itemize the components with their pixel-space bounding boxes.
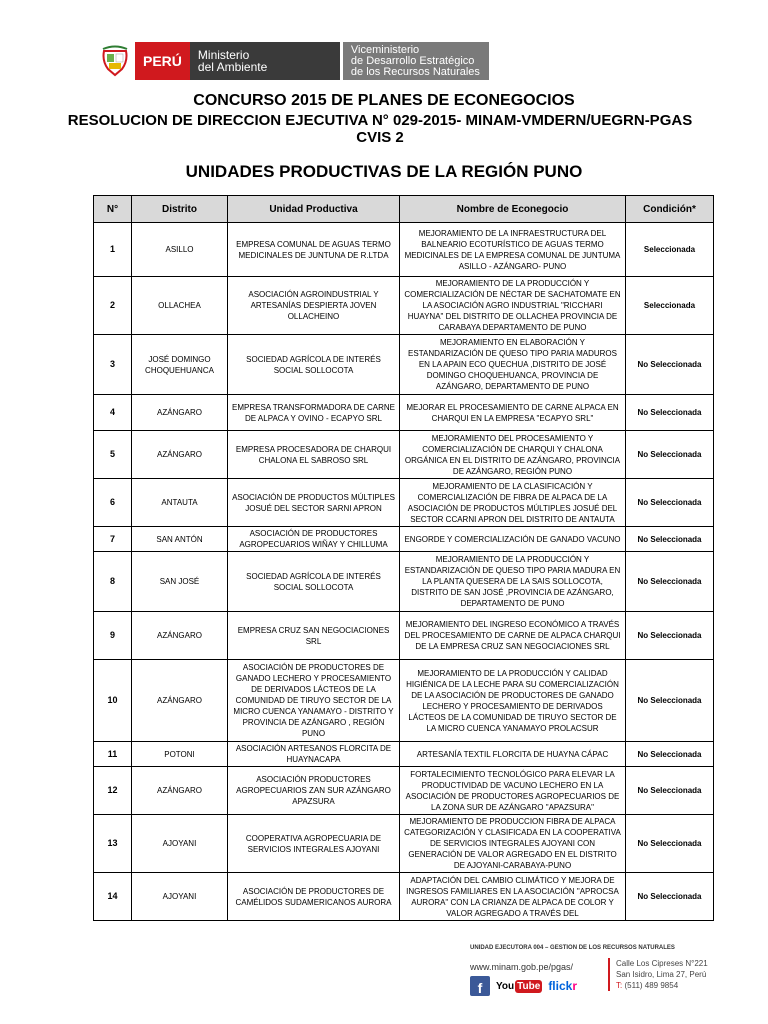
cell-n: 6 [94,479,132,527]
table-row [94,431,714,479]
col-header-unidad: Unidad Productiva [228,196,400,223]
cell-n: 12 [94,767,132,815]
cell-nombre: MEJORAMIENTO DEL PROCESAMIENTO Y COMERCIALIZACIÓN DE CHARQUI Y CHALONA ORGÁNICA EN EL DISTRITO DE AZÁNGARO, PROVINCIA DE AZÁNGARO, REGIÓN PUNO [400,431,626,479]
cell-distrito: AZÁNGARO [132,395,228,431]
footer-unidad: UNIDAD EJECUTORA 004 – GESTION DE LOS RECURSOS NATURALES [470,945,675,951]
table-row [94,277,714,335]
cell-nombre: MEJORAMIENTO DE LA PRODUCCIÓN Y ESTANDARIZACIÓN DE QUESO TIPO PARIA MADURA EN LA PLANTA QUESERA DE LA SAIS SOLLOCOTA, DISTRITO DE SAN JOSÉ ,PROVINCIA DE AZÁNGARO, DEPARTAMENTO DE PUNO [400,552,626,612]
cell-distrito: JOSÉ DOMINGO CHOQUEHUANCA [132,335,228,395]
cell-unidad: ASOCIACIÓN PRODUCTORES AGROPECUARIOS ZAN SUR AZÁNGARO APAZSURA [228,767,400,815]
cell-n: 1 [94,223,132,277]
cell-condicion: No Seleccionada [626,742,714,767]
cell-condicion: Seleccionada [626,223,714,277]
cell-nombre: FORTALECIMIENTO TECNOLÓGICO PARA ELEVAR LA PRODUCTIVIDAD DE VACUNO LECHERO EN LA ASOCIACIÓN DE PRODUCTORES AGROPECUARIOS DE LA ZONA SUR DE AZÁNGARO "APAZSURA" [400,767,626,815]
cell-distrito: AZÁNGARO [132,767,228,815]
cell-condicion: Seleccionada [626,277,714,335]
cell-unidad: EMPRESA TRANSFORMADORA DE CARNE DE ALPACA Y OVINO - ECAPYO SRL [228,395,400,431]
viceministerio-label: Viceministerio de Desarrollo Estratégico de los Recursos Naturales [343,42,489,80]
cell-condicion: No Seleccionada [626,815,714,873]
table-row [94,815,714,873]
table-row [94,223,714,277]
cell-nombre: MEJORAR EL PROCESAMIENTO DE CARNE ALPACA EN CHARQUI EN LA EMPRESA "ECAPYO SRL" [400,395,626,431]
cell-unidad: ASOCIACIÓN DE PRODUCTORES DE GANADO LECHERO Y PROCESAMIENTO DE DERIVADOS LÁCTEOS DE LA COMUNIDAD DE TIRUYO SECTOR DE LA MICRO CUENCA YANAMAYO - DISTRITO Y PROVINCIA DE AZÁNGARO , REGIÓN PUNO [228,660,400,742]
table-row [94,335,714,395]
ministry-header [95,42,489,80]
resolucion-title: RESOLUCION DE DIRECCION EJECUTIVA N° 029-2015- MINAM-VMDERN/UEGRN-PGAS CVIS 2 [67,112,693,146]
cell-unidad: EMPRESA COMUNAL DE AGUAS TERMO MEDICINALES DE JUNTUNA DE R.LTDA [228,223,400,277]
cell-n: 4 [94,395,132,431]
cell-nombre: MEJORAMIENTO DE LA PRODUCCIÓN Y COMERCIALIZACIÓN DE NÉCTAR DE SACHATOMATE EN LA ASOCIACIÓN AGRO INDUSTRIAL "RICCHARI HUAYNA" DEL DISTRITO DE OLLACHEA PROVINCIA DE CARABAYA DEPARTAMENTO DE PUNO [400,277,626,335]
cell-nombre: MEJORAMIENTO DE PRODUCCION FIBRA DE ALPACA CATEGORIZACIÓN Y CLASIFICADA EN LA COOPERATIVA DE SERVICIOS INTEGRALES AJOYANI CON GENERACIÓN DE VALOR AGREGADO EN EL DISTRITO DE AJOYANI-CARABAYA-PUNO [400,815,626,873]
cell-distrito: AJOYANI [132,873,228,921]
concurso-title: CONCURSO 2015 DE PLANES DE ECONEGOCIOS [193,92,575,109]
cell-unidad: ASOCIACIÓN DE PRODUCTORES DE CAMÉLIDOS SUDAMERICANOS AURORA [228,873,400,921]
cell-condicion: No Seleccionada [626,552,714,612]
cell-n: 11 [94,742,132,767]
cell-n: 3 [94,335,132,395]
cell-nombre: MEJORAMIENTO DE LA CLASIFICACIÓN Y COMERCIALIZACIÓN DE FIBRA DE ALPACA DE LA ASOCIACIÓN DE PRODUCTOS MÚLTIPLES JOSUÉ DEL SECTOR CCARNI APRON DEL DISTRITO DE ANTAUTA [400,479,626,527]
table-row [94,395,714,431]
cell-n: 14 [94,873,132,921]
cell-condicion: No Seleccionada [626,527,714,552]
cell-distrito: SAN JOSÉ [132,552,228,612]
peru-label: PERÚ [135,42,190,80]
social-links [470,976,577,996]
table-row [94,527,714,552]
cell-unidad: ASOCIACIÓN ARTESANOS FLORCITA DE HUAYNACAPA [228,742,400,767]
youtube-icon[interactable]: You Tube [496,980,541,992]
region-title: UNIDADES PRODUCTIVAS DE LA REGIÓN PUNO [185,162,583,181]
cell-unidad: COOPERATIVA AGROPECUARIA DE SERVICIOS INTEGRALES AJOYANI [228,815,400,873]
cell-unidad: EMPRESA CRUZ SAN NEGOCIACIONES SRL [228,612,400,660]
table-row [94,479,714,527]
cell-n: 2 [94,277,132,335]
cell-distrito: AZÁNGARO [132,612,228,660]
cell-nombre: ADAPTACIÓN DEL CAMBIO CLIMÁTICO Y MEJORA DE INGRESOS FAMILIARES EN LA ASOCIACIÓN "APROCSA AURORA" CON LA CRIANZA DE ALPACA DE COLOR Y VALOR AGREGADO A TRAVÉS DEL [400,873,626,921]
cell-nombre: ENGORDE Y COMERCIALIZACIÓN DE GANADO VACUNO [400,527,626,552]
table-row [94,767,714,815]
peru-coat-of-arms-icon [95,42,135,80]
cell-n: 5 [94,431,132,479]
cell-unidad: SOCIEDAD AGRÍCOLA DE INTERÉS SOCIAL SOLLOCOTA [228,335,400,395]
cell-n: 7 [94,527,132,552]
cell-condicion: No Seleccionada [626,873,714,921]
cell-distrito: SAN ANTÓN [132,527,228,552]
cell-nombre: MEJORAMIENTO DEL INGRESO ECONÓMICO A TRAVÉS DEL PROCESAMIENTO DE CARNE DE ALPACA CHARQUI DE LA EMPRESA CRUZ SAN NEGOCIACIONES SRL [400,612,626,660]
cell-nombre: MEJORAMIENTO DE LA INFRAESTRUCTURA DEL BALNEARIO ECOTURÍSTICO DE AGUAS TERMO MEDICINALES DE LA EMPRESA COMUNAL DE JUNTUMA ASILLO - AZÁNGARO- PUNO [400,223,626,277]
cell-n: 8 [94,552,132,612]
cell-condicion: No Seleccionada [626,479,714,527]
table-row [94,552,714,612]
cell-distrito: ANTAUTA [132,479,228,527]
table-header-row [94,196,714,223]
col-header-nombre: Nombre de Econegocio [400,196,626,223]
cell-nombre: ARTESANÍA TEXTIL FLORCITA DE HUAYNA CÁPAC [400,742,626,767]
facebook-icon[interactable]: f [470,976,490,996]
table-row [94,612,714,660]
col-header-n: N° [94,196,132,223]
cell-condicion: No Seleccionada [626,335,714,395]
cell-n: 13 [94,815,132,873]
cell-n: 10 [94,660,132,742]
flickr-icon[interactable]: flickr [548,979,577,993]
cell-nombre: MEJORAMIENTO DE LA PRODUCCIÓN Y CALIDAD HIGIÉNICA DE LA LECHE PARA SU COMERCIALIZACIÓN DE LA ASOCIACIÓN DE PRODUCTORES DE GANADO LECHERO Y PROCESAMIENTO DE DERIVADOS LÁCTEOS DE LA COMUNIDAD DE TIRUYO SECTOR DE LA MICRO CUENCA YANAMAYO PROLACSUR [400,660,626,742]
cell-distrito: POTONI [132,742,228,767]
econegocios-table [93,195,714,921]
cell-distrito: AZÁNGARO [132,431,228,479]
cell-unidad: ASOCIACIÓN AGROINDUSTRIAL Y ARTESANÍAS DESPIERTA JOVEN OLLACHEINO [228,277,400,335]
cell-unidad: ASOCIACIÓN DE PRODUCTOS MÚLTIPLES JOSUÉ DEL SECTOR SARNI APRON [228,479,400,527]
footer-url-link[interactable]: www.minam.gob.pe/pgas/ [470,962,574,972]
table-row [94,660,714,742]
cell-distrito: ASILLO [132,223,228,277]
cell-distrito: AZÁNGARO [132,660,228,742]
col-header-distrito: Distrito [132,196,228,223]
cell-condicion: No Seleccionada [626,395,714,431]
cell-condicion: No Seleccionada [626,431,714,479]
col-header-condicion: Condición* [626,196,714,223]
cell-condicion: No Seleccionada [626,612,714,660]
cell-condicion: No Seleccionada [626,767,714,815]
cell-distrito: AJOYANI [132,815,228,873]
table-row [94,742,714,767]
cell-n: 9 [94,612,132,660]
table-row [94,873,714,921]
ministerio-label: Ministerio del Ambiente [190,42,340,80]
cell-unidad: SOCIEDAD AGRÍCOLA DE INTERÉS SOCIAL SOLLOCOTA [228,552,400,612]
cell-condicion: No Seleccionada [626,660,714,742]
footer-address: Calle Los Cipreses N°221 San Isidro, Lima 27, Perú T: (511) 489 9854 [608,958,708,991]
cell-unidad: ASOCIACIÓN DE PRODUCTORES AGROPECUARIOS WIÑAY Y CHILLUMA [228,527,400,552]
cell-distrito: OLLACHEA [132,277,228,335]
cell-unidad: EMPRESA PROCESADORA DE CHARQUI CHALONA EL SABROSO SRL [228,431,400,479]
cell-nombre: MEJORAMIENTO EN ELABORACIÓN Y ESTANDARIZACIÓN DE QUESO TIPO PARIA MADUROS EN LA APAIN ECO QUECHUA ,DISTRITO DE JOSÉ DOMINGO CHOQUEHUANCA, PROVINCIA DE AZÁNGARO, DEPARTAMENTO DE PUNO [400,335,626,395]
